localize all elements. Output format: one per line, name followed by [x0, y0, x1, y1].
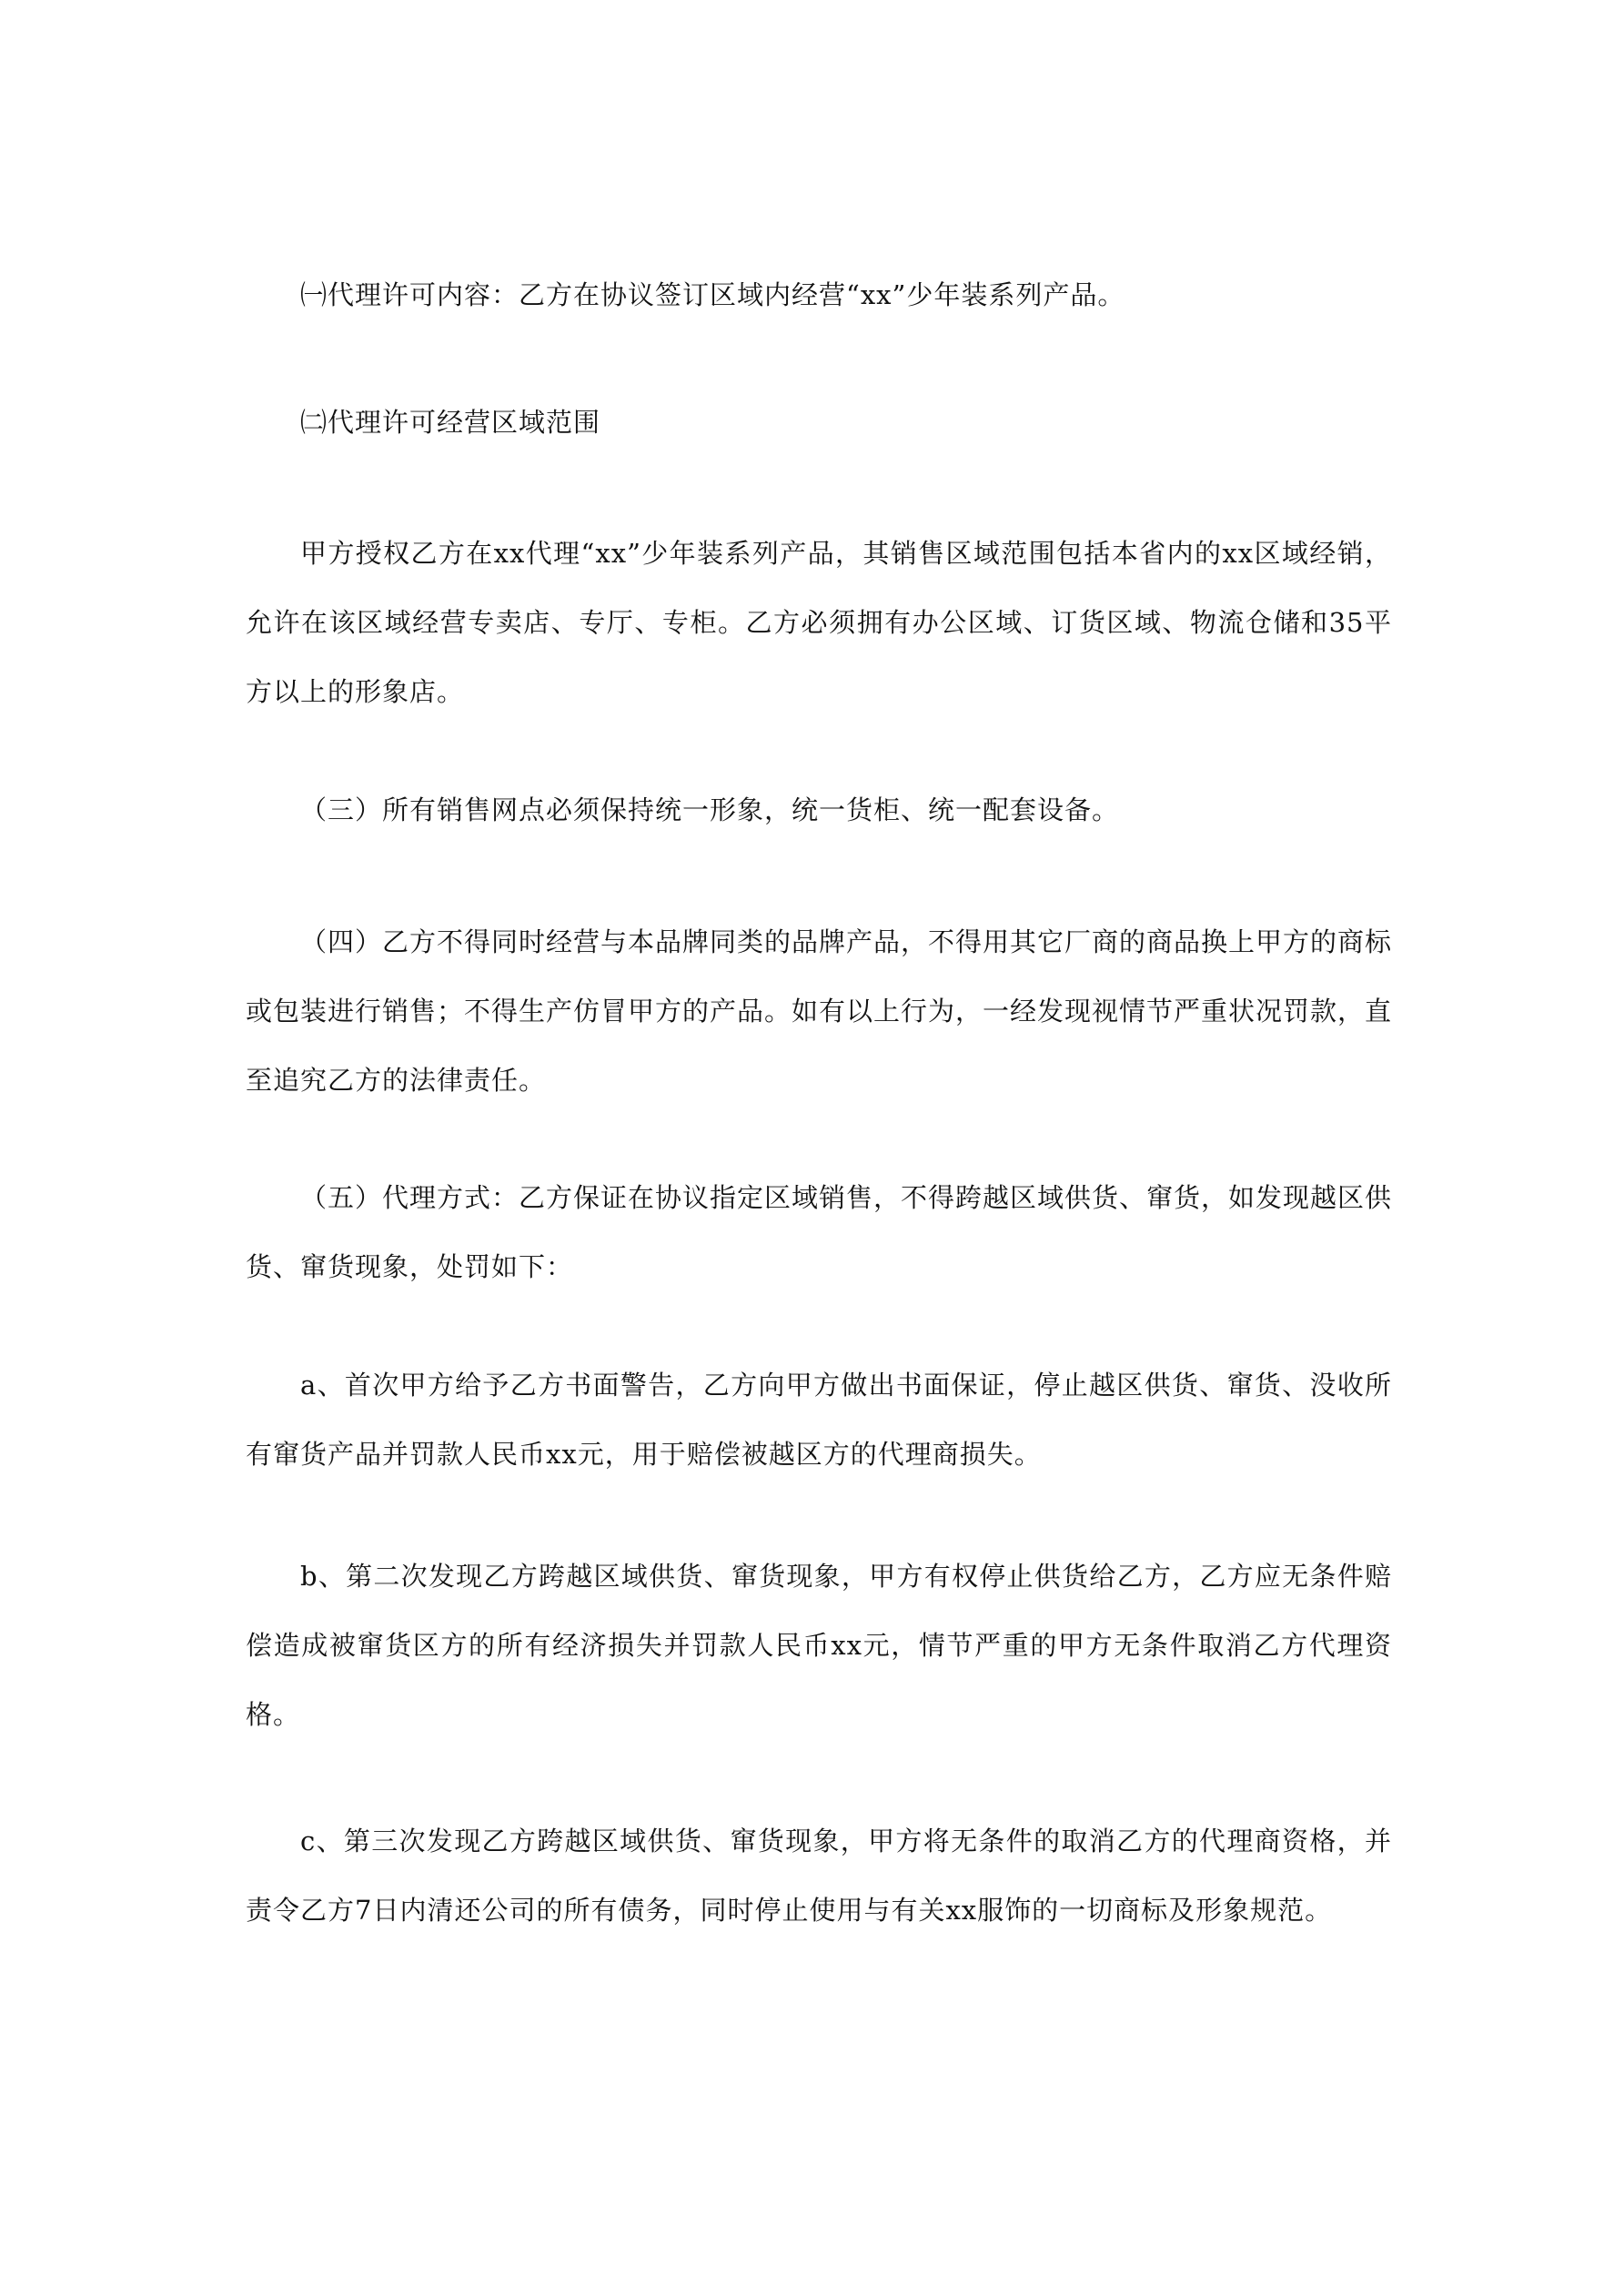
clause-license-content: ㈠代理许可内容：乙方在协议签订区域内经营“xx”少年装系列产品。	[300, 279, 1125, 310]
clause-license-area-heading: ㈡代理许可经营区域范围	[300, 407, 601, 438]
clause-license-area-body: 甲方授权乙方在xx代理“xx”少年装系列产品，其销售区域范围包括本省内的xx区域经销，允许在该区域经营专卖店、专厅、专柜。乙方必须拥有办公区域、订货区域、物流仓储和35平方以上的形象店。	[246, 538, 1392, 707]
clause-unified-image: （三）所有销售网点必须保持统一形象，统一货柜、统一配套设备。	[300, 794, 1120, 825]
penalty-first-offense: a、首次甲方给予乙方书面警告，乙方向甲方做出书面保证，停止越区供货、窜货、没收所有窜货产品并罚款人民币xx元，用于赔偿被越区方的代理商损失。	[246, 1370, 1392, 1470]
penalty-third-offense: c、第三次发现乙方跨越区域供货、窜货现象，甲方将无条件的取消乙方的代理商资格，并责令乙方7日内清还公司的所有债务，同时停止使用与有关xx服饰的一切商标及形象规范。	[246, 1826, 1392, 1926]
clause-agency-method: （五）代理方式：乙方保证在协议指定区域销售，不得跨越区域供货、窜货，如发现越区供货、窜货现象，处罚如下：	[246, 1182, 1393, 1282]
penalty-second-offense: b、第二次发现乙方跨越区域供货、窜货现象，甲方有权停止供货给乙方，乙方应无条件赔偿造成被窜货区方的所有经济损失并罚款人民币xx元，情节严重的甲方无条件取消乙方代理资格。	[246, 1561, 1392, 1730]
clause-competing-brands: （四）乙方不得同时经营与本品牌同类的品牌产品，不得用其它厂商的商品换上甲方的商标或包装进行销售；不得生产仿冒甲方的产品。如有以上行为，一经发现视情节严重状况罚款，直至追究乙方的法律责任。	[246, 926, 1393, 1096]
